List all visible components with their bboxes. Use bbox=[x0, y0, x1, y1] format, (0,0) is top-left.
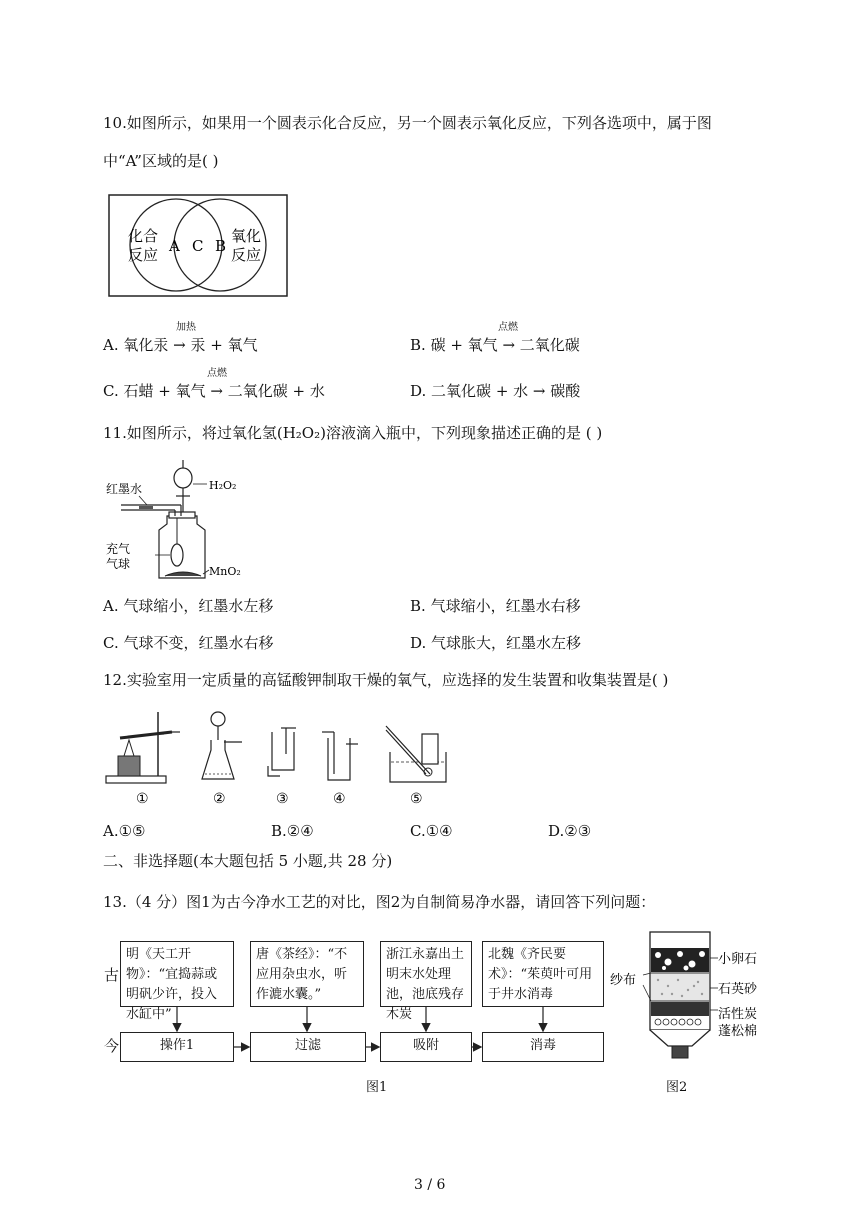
venn-left-l2: 反应 bbox=[128, 246, 159, 264]
q10-option-a[interactable]: A. 氧化汞 → 汞 + 氧气 bbox=[103, 336, 258, 354]
venn-diagram bbox=[108, 194, 288, 297]
venn-c: C bbox=[192, 237, 204, 255]
ancient-box-2: 唐《茶经》：“不应用杂虫水，听作漉水囊。” bbox=[250, 941, 364, 1007]
q11-stem: 11.如图所示，将过氧化氢(H₂O₂)溶液滴入瓶中，下列现象描述正确的是 ( ) bbox=[103, 424, 603, 442]
q12-option-c[interactable]: C.①④ bbox=[410, 822, 453, 840]
apparatus-label-1: ① bbox=[136, 791, 149, 807]
label-h2o2: H₂O₂ bbox=[209, 479, 237, 492]
fig2-caption: 图2 bbox=[666, 1080, 688, 1095]
balloon-apparatus-diagram bbox=[103, 456, 253, 584]
q12-option-a[interactable]: A.①⑤ bbox=[103, 822, 146, 840]
ancient-box-1: 明《天工开物》：“宜捣蒜或明矾少许，投入水缸中” bbox=[120, 941, 234, 1007]
q10-stem-line2: 中“A”区域的是( ) bbox=[103, 152, 219, 170]
gas-apparatus-diagram bbox=[100, 704, 460, 810]
modern-box-3: 吸附 bbox=[380, 1032, 472, 1062]
q10-option-d[interactable]: D. 二氧化碳 + 水 → 碳酸 bbox=[410, 382, 581, 400]
q10-a-condition: 加热 bbox=[176, 322, 196, 333]
fig1-caption: 图1 bbox=[366, 1080, 388, 1095]
label-pebble: 小卵石 bbox=[718, 952, 758, 967]
q10-b-condition: 点燃 bbox=[498, 322, 518, 333]
q10-option-c[interactable]: C. 石蜡 + 氧气 → 二氧化碳 + 水 bbox=[103, 382, 325, 400]
modern-box-1: 操作1 bbox=[120, 1032, 234, 1062]
venn-right-l2: 反应 bbox=[231, 246, 262, 264]
page-number: 3 / 6 bbox=[414, 1177, 446, 1193]
q12-stem: 12.实验室用一定质量的高锰酸钾制取干燥的氧气，应选择的发生装置和收集装置是( ) bbox=[103, 671, 669, 689]
label-sand: 石英砂 bbox=[718, 982, 758, 997]
ancient-box-4: 北魏《齐民要术》：“茱萸叶可用于井水消毒 bbox=[482, 941, 604, 1007]
q11-option-c[interactable]: C. 气球不变，红墨水右移 bbox=[103, 634, 274, 652]
q13-stem: 13.（4 分）图1为古今净水工艺的对比，图2为自制简易净水器，请回答下列问题： bbox=[103, 893, 656, 911]
q12-option-b[interactable]: B.②④ bbox=[271, 822, 314, 840]
ancient-box-3: 浙江永嘉出土明末水处理池，池底残存木炭 bbox=[380, 941, 472, 1007]
q11-option-b[interactable]: B. 气球缩小，红墨水右移 bbox=[410, 597, 581, 615]
water-filter-diagram bbox=[606, 920, 776, 1070]
label-cotton: 蓬松棉 bbox=[718, 1024, 758, 1039]
label-cloth: 纱布 bbox=[610, 973, 637, 988]
q11-option-a[interactable]: A. 气球缩小，红墨水左移 bbox=[103, 597, 274, 615]
apparatus-label-2: ② bbox=[213, 791, 226, 807]
label-jin: 今 bbox=[104, 1037, 120, 1055]
q10-stem-line1: 10.如图所示，如果用一个圆表示化合反应，另一个圆表示氧化反应，下列各选项中，属于图 bbox=[103, 114, 712, 132]
label-carbon: 活性炭 bbox=[718, 1007, 758, 1022]
modern-box-2: 过滤 bbox=[250, 1032, 366, 1062]
section-heading: 二、非选择题(本大题包括 5 小题,共 28 分) bbox=[103, 852, 393, 870]
venn-right-l1: 氧化 bbox=[231, 227, 262, 245]
venn-a: A bbox=[169, 237, 180, 255]
q10-c-condition: 点燃 bbox=[207, 368, 227, 379]
apparatus-label-4: ④ bbox=[333, 791, 346, 807]
label-mno2: MnO₂ bbox=[209, 565, 241, 578]
venn-left-l1: 化合 bbox=[128, 227, 159, 245]
apparatus-label-5: ⑤ bbox=[410, 791, 423, 807]
q12-option-d[interactable]: D.②③ bbox=[548, 822, 592, 840]
venn-b: B bbox=[215, 237, 227, 255]
label-balloon-l2: 气球 bbox=[106, 557, 131, 571]
q11-option-d[interactable]: D. 气球胀大，红墨水左移 bbox=[410, 634, 582, 652]
q10-option-b[interactable]: B. 碳 + 氧气 → 二氧化碳 bbox=[410, 336, 580, 354]
apparatus-label-3: ③ bbox=[276, 791, 289, 807]
label-balloon-l1: 充气 bbox=[106, 542, 131, 556]
label-gu: 古 bbox=[104, 966, 120, 984]
label-ink: 红墨水 bbox=[106, 482, 143, 496]
modern-box-4: 消毒 bbox=[482, 1032, 604, 1062]
